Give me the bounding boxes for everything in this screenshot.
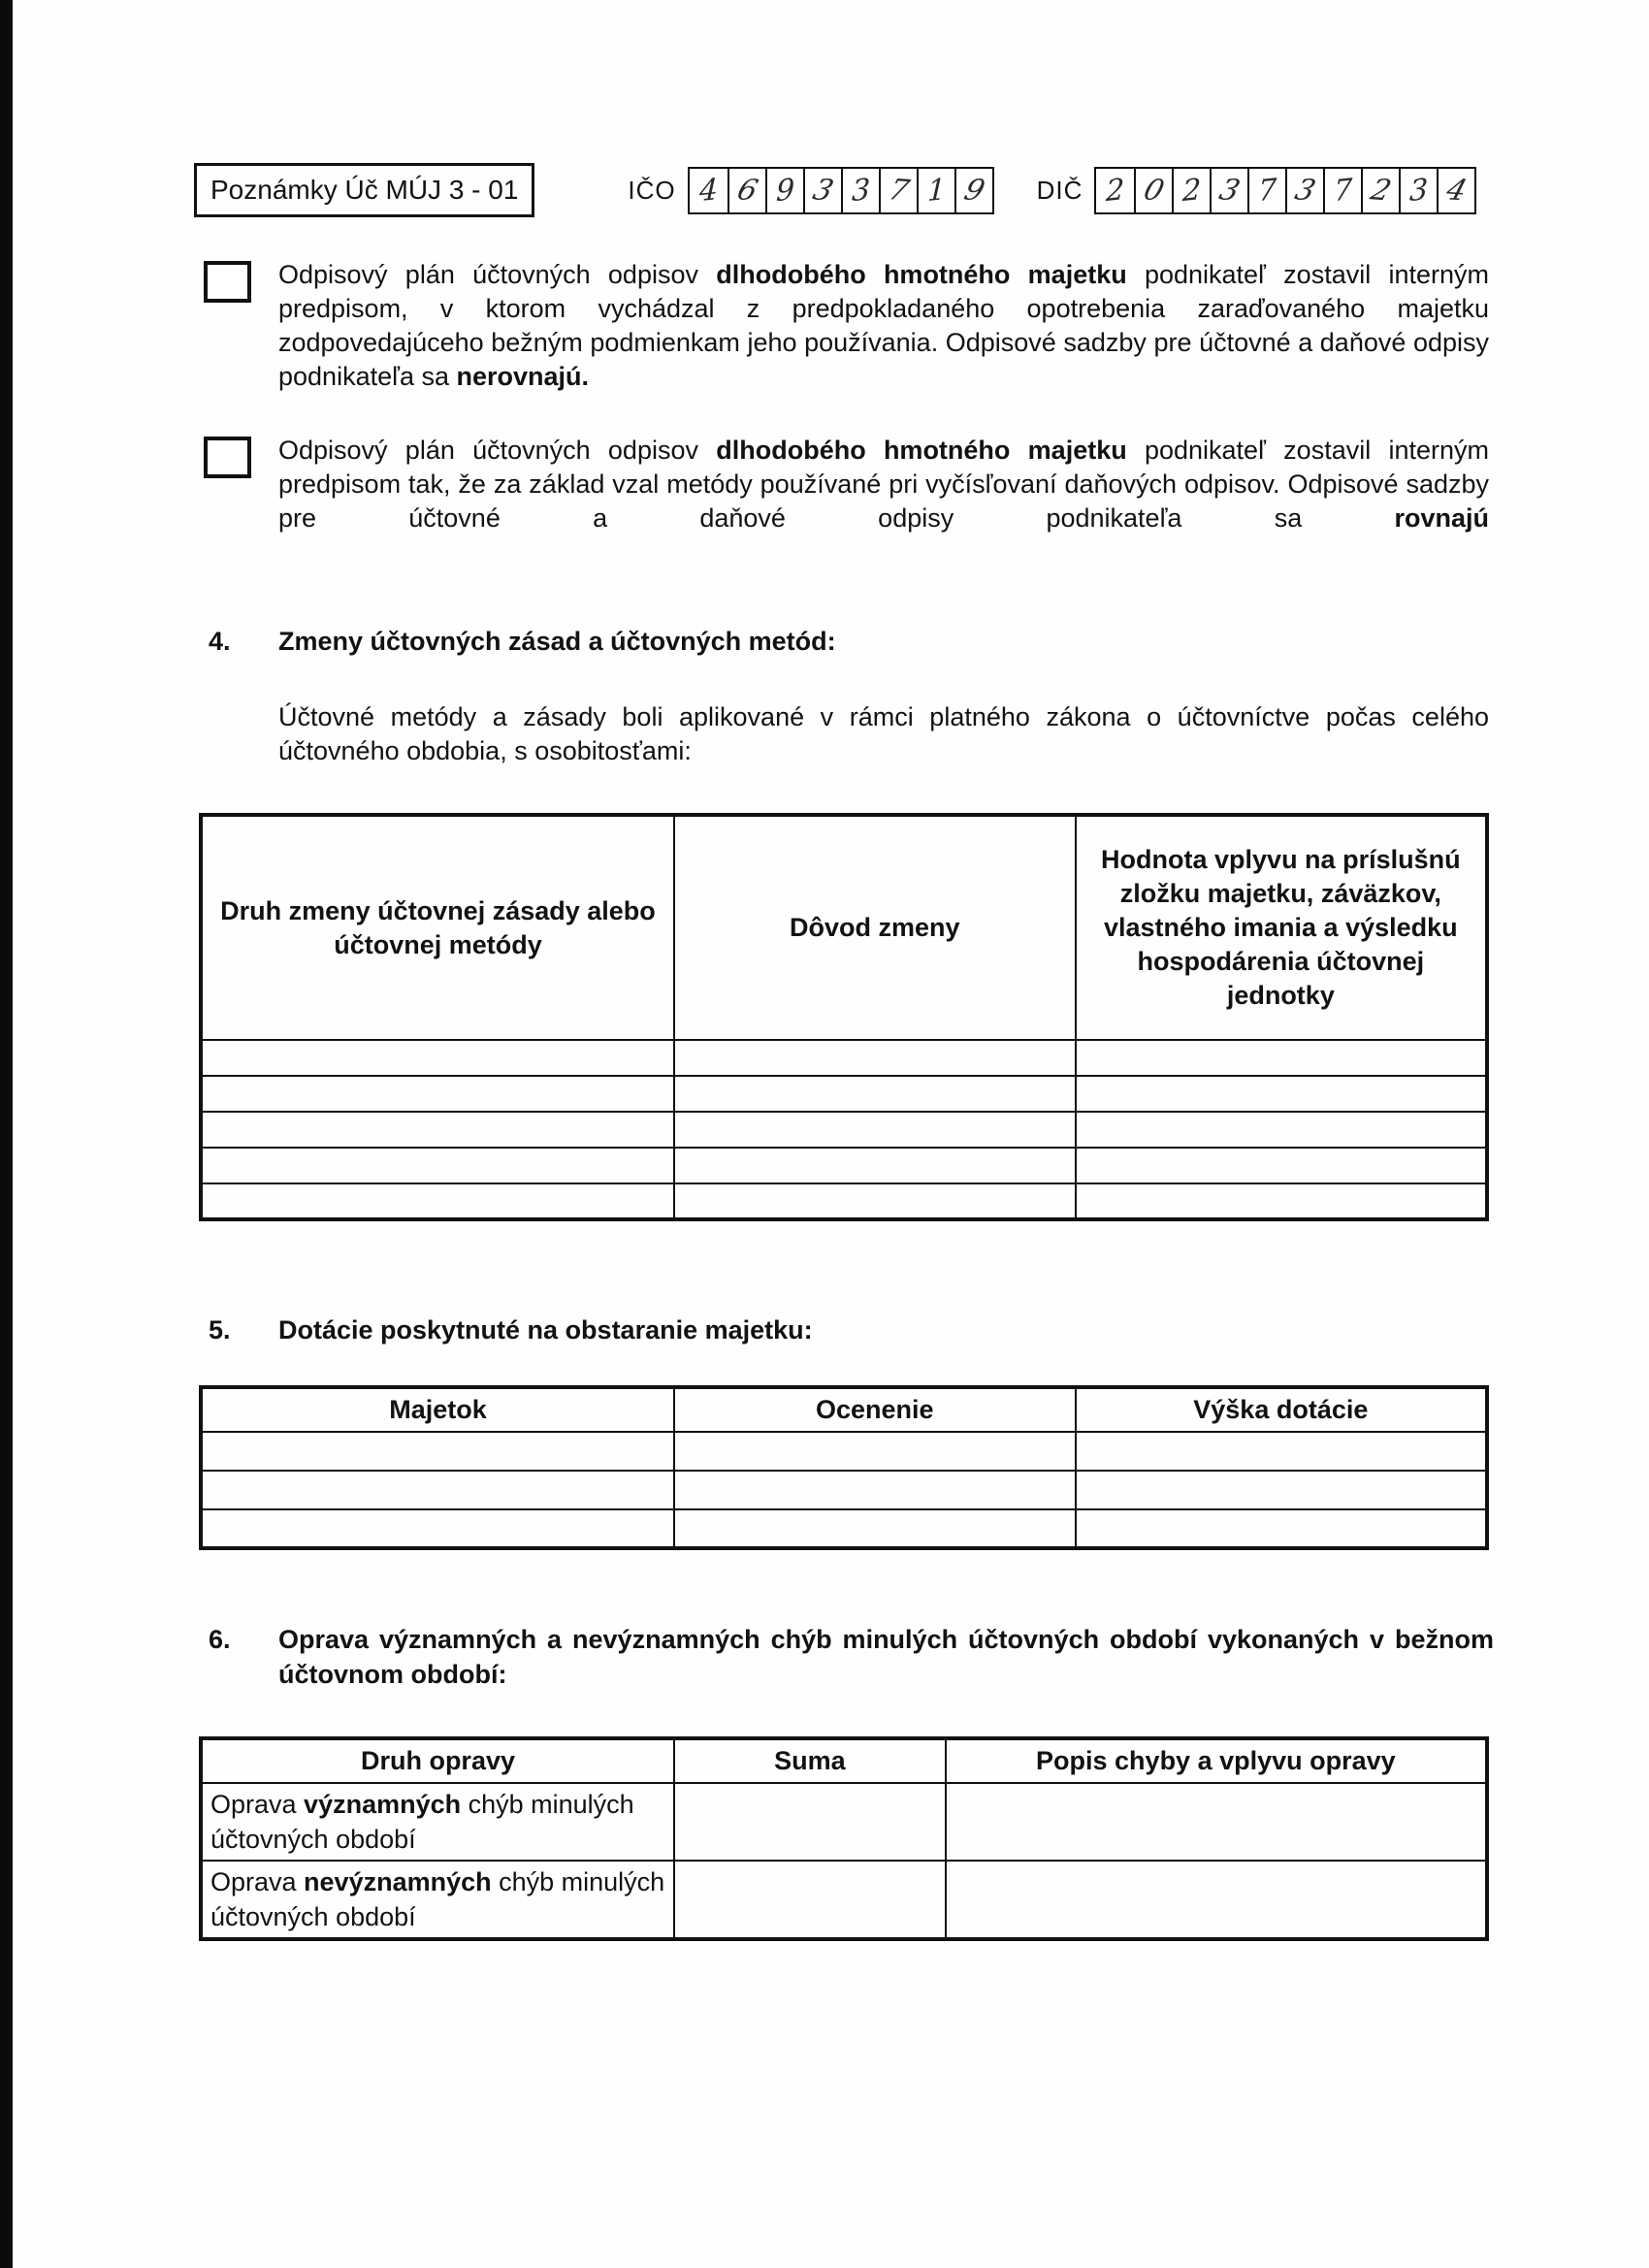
empty-cell <box>946 1783 1487 1861</box>
empty-cell <box>674 1471 1076 1509</box>
section-4-title: Zmeny účtovných zásad a účtovných metód: <box>278 627 836 656</box>
empty-cell <box>1076 1471 1487 1509</box>
depreciation-option-1-text <box>278 258 1489 394</box>
col-correction-type: Druh opravy <box>201 1738 674 1783</box>
subsidies-table <box>199 1385 1489 1550</box>
empty-cell <box>1076 1040 1487 1076</box>
empty-row <box>201 1509 1487 1548</box>
empty-cell <box>674 1432 1076 1471</box>
empty-row <box>201 1183 1487 1219</box>
digit-box <box>765 169 803 212</box>
section-5-title: Dotácie poskytnuté na obstaranie majetku: <box>278 1315 813 1345</box>
empty-cell <box>201 1432 674 1471</box>
section-5-number: 5. <box>209 1315 231 1345</box>
digit-box <box>1134 169 1172 212</box>
empty-cell <box>674 1783 946 1861</box>
handwritten-digit: 3 <box>1215 173 1245 208</box>
dic-field-group <box>1037 167 1477 214</box>
digit-box <box>1172 169 1210 212</box>
text-segment: Odpisový plán účtovných odpisov <box>278 436 717 465</box>
empty-cell <box>1076 1432 1487 1471</box>
depreciation-option-1 <box>204 258 1494 394</box>
handwritten-digit: 7 <box>1333 172 1354 209</box>
col-change-impact: Hodnota vplyvu na príslušnú zložku majetku, záväzkov, vlastného imania a výsledku hospodárenia účtovnej jednotky <box>1076 815 1487 1040</box>
section-6-title: Oprava významných a nevýznamných chýb minulých účtovných období vykonaných v bežnom účtovnom období: <box>278 1625 1494 1689</box>
handwritten-digit: 7 <box>1257 172 1278 209</box>
empty-row <box>201 1112 1487 1148</box>
text-segment: Oprava <box>210 1867 305 1896</box>
scan-artifact-left-edge <box>0 0 13 2268</box>
handwritten-digit: 0 <box>1140 173 1169 208</box>
empty-cell <box>201 1509 674 1548</box>
empty-cell <box>674 1040 1076 1076</box>
digit-box <box>1285 169 1323 212</box>
accounting-changes-table <box>199 813 1489 1221</box>
depreciation-option-1-checkbox[interactable] <box>204 261 251 303</box>
digit-box <box>690 169 728 212</box>
digit-box <box>1437 169 1474 212</box>
depreciation-option-2 <box>204 434 1494 535</box>
dic-label: DIČ <box>1036 175 1083 205</box>
handwritten-digit: 2 <box>1367 173 1396 208</box>
digit-box <box>917 169 954 212</box>
col-valuation: Ocenenie <box>674 1387 1076 1432</box>
handwritten-digit: 9 <box>959 173 988 208</box>
col-amount: Suma <box>674 1738 946 1783</box>
empty-cell <box>201 1040 674 1076</box>
empty-cell <box>1076 1509 1487 1548</box>
digit-box <box>728 169 765 212</box>
empty-cell <box>674 1112 1076 1148</box>
handwritten-digit: 1 <box>926 172 947 209</box>
empty-cell <box>674 1148 1076 1183</box>
handwritten-digit: 3 <box>808 173 837 208</box>
form-id-label: Poznámky Úč MÚJ 3 - 01 <box>210 175 519 205</box>
error-corrections-header-row <box>201 1738 1487 1783</box>
digit-box <box>1096 169 1134 212</box>
empty-row <box>201 1076 1487 1112</box>
bold-text-segment: rovnajú <box>1394 503 1489 533</box>
insignificant-errors-label <box>201 1861 674 1939</box>
handwritten-digit: 9 <box>775 172 795 209</box>
handwritten-digit: 3 <box>1291 173 1320 208</box>
text-segment: chýb minulých účtovných období <box>210 1867 665 1931</box>
col-error-description: Popis chyby a vplyvu opravy <box>946 1738 1487 1783</box>
digit-box <box>879 169 917 212</box>
significant-errors-row <box>201 1783 1487 1861</box>
section-4-number: 4. <box>209 627 231 656</box>
bold-text-segment: dlhodobého hmotného majetku <box>716 436 1127 465</box>
empty-cell <box>201 1183 674 1219</box>
col-subsidy-amount: Výška dotácie <box>1076 1387 1487 1432</box>
depreciation-option-2-text <box>278 434 1489 535</box>
col-change-type: Druh zmeny účtovnej zásady alebo účtovnej metódy <box>201 815 674 1040</box>
error-corrections-table <box>199 1736 1489 1941</box>
empty-row <box>201 1040 1487 1076</box>
dic-digit-boxes <box>1094 167 1476 214</box>
text-segment: Odpisový plán účtovných odpisov <box>278 260 717 289</box>
digit-box <box>841 169 879 212</box>
empty-cell <box>1076 1112 1487 1148</box>
section-6-heading <box>209 1622 1494 1692</box>
empty-cell <box>674 1183 1076 1219</box>
section-4-heading <box>209 624 1494 659</box>
empty-row <box>201 1471 1487 1509</box>
digit-box <box>1210 169 1247 212</box>
empty-cell <box>946 1861 1487 1939</box>
form-id-box <box>194 163 534 217</box>
empty-cell <box>201 1112 674 1148</box>
handwritten-digit: 6 <box>732 173 761 208</box>
empty-cell <box>1076 1183 1487 1219</box>
col-change-reason: Dôvod zmeny <box>674 815 1076 1040</box>
empty-cell <box>1076 1148 1487 1183</box>
text-segment: chýb minulých účtovných období <box>210 1790 634 1854</box>
handwritten-digit: 3 <box>1408 172 1430 209</box>
handwritten-digit: 4 <box>1442 173 1471 208</box>
digit-box <box>1247 169 1285 212</box>
digit-box <box>803 169 841 212</box>
empty-cell <box>1076 1076 1487 1112</box>
digit-box <box>1323 169 1361 212</box>
digit-box <box>1361 169 1399 212</box>
empty-cell <box>674 1509 1076 1548</box>
depreciation-option-2-checkbox[interactable] <box>204 437 251 478</box>
bold-text-segment: nevýznamných <box>304 1867 492 1896</box>
col-asset: Majetok <box>201 1387 674 1432</box>
insignificant-errors-row <box>201 1861 1487 1939</box>
form-header <box>194 163 1476 217</box>
ico-label: IČO <box>628 175 676 205</box>
text-segment: podnikateľ zostavil interným predpisom, v ktorom vychádzal z predpokladaného opotrebenia zaraďovaného majetku zodpovedajúceho bežným podmienkam jeho používania. Odpisové sadzby pre účtovné a daňové odpisy podnikateľa sa <box>278 260 1489 391</box>
ico-field-group <box>628 167 993 214</box>
empty-row <box>201 1148 1487 1183</box>
bold-text-segment: významných <box>304 1790 462 1819</box>
accounting-changes-header-row <box>201 815 1487 1040</box>
bold-text-segment: dlhodobého hmotného majetku <box>716 260 1127 289</box>
digit-box <box>1399 169 1437 212</box>
text-segment: podnikateľ zostavil interným predpisom tak, že za základ vzal metódy používané pri vyčísľovaní daňových odpisov. Odpisové sadzby pre účtovné a daňové odpisy podnikateľa sa <box>278 436 1489 533</box>
handwritten-digit: 2 <box>1181 172 1203 209</box>
digit-box <box>954 169 992 212</box>
handwritten-digit: 3 <box>851 172 871 209</box>
bold-text-segment: nerovnajú. <box>456 362 590 391</box>
empty-cell <box>201 1148 674 1183</box>
section-5-heading <box>209 1312 1494 1347</box>
empty-cell <box>201 1076 674 1112</box>
section-6-number: 6. <box>209 1625 231 1654</box>
empty-row <box>201 1432 1487 1471</box>
handwritten-digit: 4 <box>698 172 719 209</box>
handwritten-digit: 2 <box>1105 172 1126 209</box>
empty-cell <box>674 1076 1076 1112</box>
subsidies-header-row <box>201 1387 1487 1432</box>
significant-errors-label <box>201 1783 674 1861</box>
handwritten-digit: 7 <box>884 173 913 208</box>
empty-cell <box>201 1471 674 1509</box>
empty-cell <box>674 1861 946 1939</box>
section-4-intro: Účtovné metódy a zásady boli aplikované v rámci platného zákona o účtovníctve počas celého účtovného obdobia, s osobitosťami: <box>278 702 1489 765</box>
text-segment: Oprava <box>210 1790 305 1819</box>
ico-digit-boxes <box>688 167 994 214</box>
